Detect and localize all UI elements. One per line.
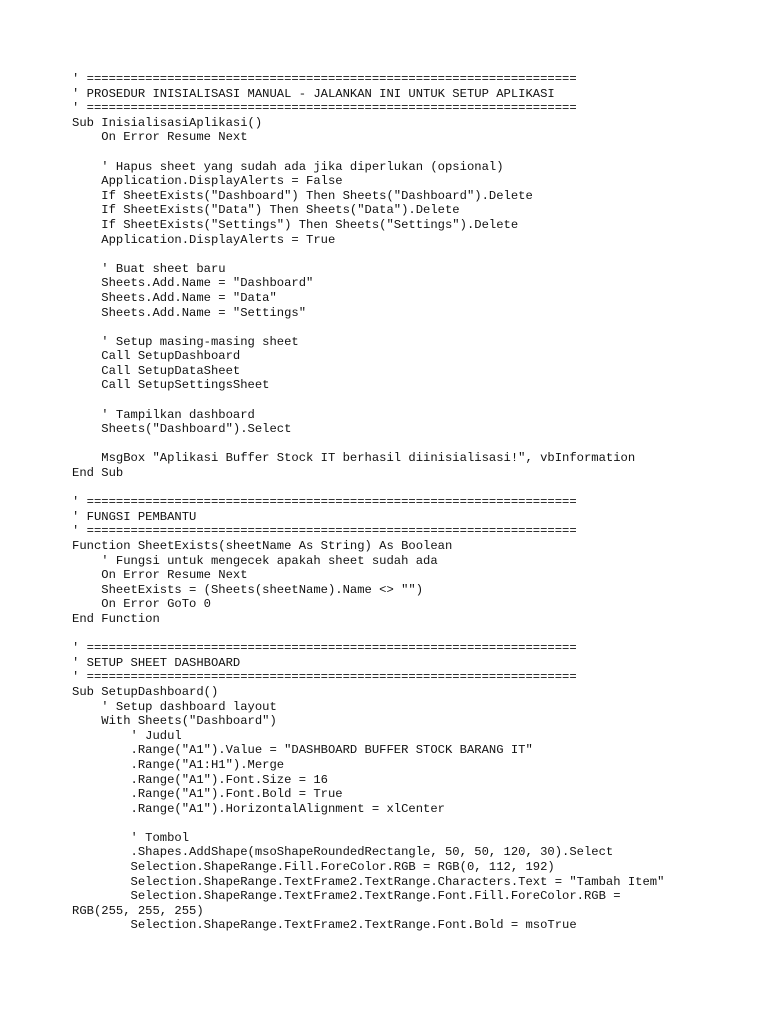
code-line: With Sheets("Dashboard") bbox=[72, 714, 277, 729]
code-line: Sheets.Add.Name = "Data" bbox=[72, 290, 277, 305]
code-line: ' PROSEDUR INISIALISASI MANUAL - JALANKAN INI UNTUK SETUP APLIKASI bbox=[72, 86, 555, 101]
code-line: ' Buat sheet baru bbox=[72, 261, 226, 276]
code-line bbox=[72, 320, 752, 335]
code-line: If SheetExists("Dashboard") Then Sheets("Dashboard").Delete bbox=[72, 188, 533, 203]
code-line: Sub SetupDashboard() bbox=[72, 684, 219, 699]
code-line bbox=[72, 816, 752, 831]
code-line bbox=[72, 627, 752, 642]
code-line: .Range("A1").Value = "DASHBOARD BUFFER STOCK BARANG IT" bbox=[72, 743, 533, 758]
code-line: .Range("A1").HorizontalAlignment = xlCenter bbox=[72, 801, 445, 816]
code-line: Sheets.Add.Name = "Settings" bbox=[72, 305, 307, 320]
code-line: Function SheetExists(sheetName As String) As Boolean bbox=[72, 539, 453, 553]
code-line: ' Judul bbox=[72, 728, 182, 743]
code-line: RGB(255, 255, 255) bbox=[72, 903, 204, 918]
code-line: ' =================================================================== bbox=[72, 670, 577, 685]
code-line: ' Fungsi untuk mengecek apakah sheet sudah ada bbox=[72, 553, 438, 568]
code-line: On Error Resume Next bbox=[72, 130, 248, 145]
code-line: ' Tampilkan dashboard bbox=[72, 407, 255, 422]
code-line: Call SetupSettingsSheet bbox=[72, 378, 270, 393]
code-line: End Sub bbox=[72, 466, 124, 481]
code-line: End Function bbox=[72, 611, 160, 626]
code-line: Application.DisplayAlerts = False bbox=[72, 174, 343, 189]
code-line: Selection.ShapeRange.TextFrame2.TextRange.Font.Bold = msoTrue bbox=[72, 918, 577, 933]
code-line: ' Hapus sheet yang sudah ada jika diperlukan (opsional) bbox=[72, 159, 504, 174]
code-line: ' FUNGSI PEMBANTU bbox=[72, 509, 197, 524]
code-line: Selection.ShapeRange.TextFrame2.TextRange.Characters.Text = "Tambah Item" bbox=[72, 874, 665, 889]
code-line: ' =================================================================== bbox=[72, 524, 577, 539]
code-line: Call SetupDashboard bbox=[72, 349, 241, 364]
code-line: If SheetExists("Settings") Then Sheets("Settings").Delete bbox=[72, 217, 519, 232]
code-line bbox=[72, 145, 752, 160]
code-line: If SheetExists("Data") Then Sheets("Data").Delete bbox=[72, 203, 460, 218]
code-line: Call SetupDataSheet bbox=[72, 363, 241, 378]
code-line: ' =================================================================== bbox=[72, 495, 577, 510]
code-line: ' =================================================================== bbox=[72, 101, 577, 116]
code-line: ' Tombol bbox=[72, 830, 190, 845]
code-line: Selection.ShapeRange.Fill.ForeColor.RGB = RGB(0, 112, 192) bbox=[72, 860, 555, 875]
code-line: .Range("A1").Font.Size = 16 bbox=[72, 772, 328, 787]
code-line: MsgBox "Aplikasi Buffer Stock IT berhasil diinisialisasi!", vbInformation bbox=[72, 451, 636, 466]
code-line: On Error GoTo 0 bbox=[72, 597, 211, 612]
code-line: .Range("A1:H1").Merge bbox=[72, 757, 285, 772]
code-line: On Error Resume Next bbox=[72, 568, 248, 583]
code-line: Sheets.Add.Name = "Dashboard" bbox=[72, 276, 314, 291]
code-line: ' Setup masing-masing sheet bbox=[72, 334, 299, 349]
code-line: Application.DisplayAlerts = True bbox=[72, 232, 336, 247]
code-line: ' =================================================================== bbox=[72, 72, 577, 86]
code-line: ' Setup dashboard layout bbox=[72, 699, 277, 714]
code-line: .Range("A1").Font.Bold = True bbox=[72, 787, 343, 802]
code-line: SheetExists = (Sheets(sheetName).Name <> "") bbox=[72, 582, 424, 597]
code-line bbox=[72, 481, 752, 496]
document-page bbox=[72, 72, 752, 933]
code-line bbox=[72, 393, 752, 408]
code-line bbox=[72, 247, 752, 262]
code-line: Sub InisialisasiAplikasi() bbox=[72, 115, 263, 130]
code-line bbox=[72, 437, 752, 452]
code-line: ' SETUP SHEET DASHBOARD bbox=[72, 655, 241, 670]
code-line: .Shapes.AddShape(msoShapeRoundedRectangle, 50, 50, 120, 30).Select bbox=[72, 845, 614, 860]
code-line: Selection.ShapeRange.TextFrame2.TextRange.Font.Fill.ForeColor.RGB = bbox=[72, 889, 621, 904]
code-line: ' =================================================================== bbox=[72, 641, 577, 656]
code-line: Sheets("Dashboard").Select bbox=[72, 422, 292, 437]
